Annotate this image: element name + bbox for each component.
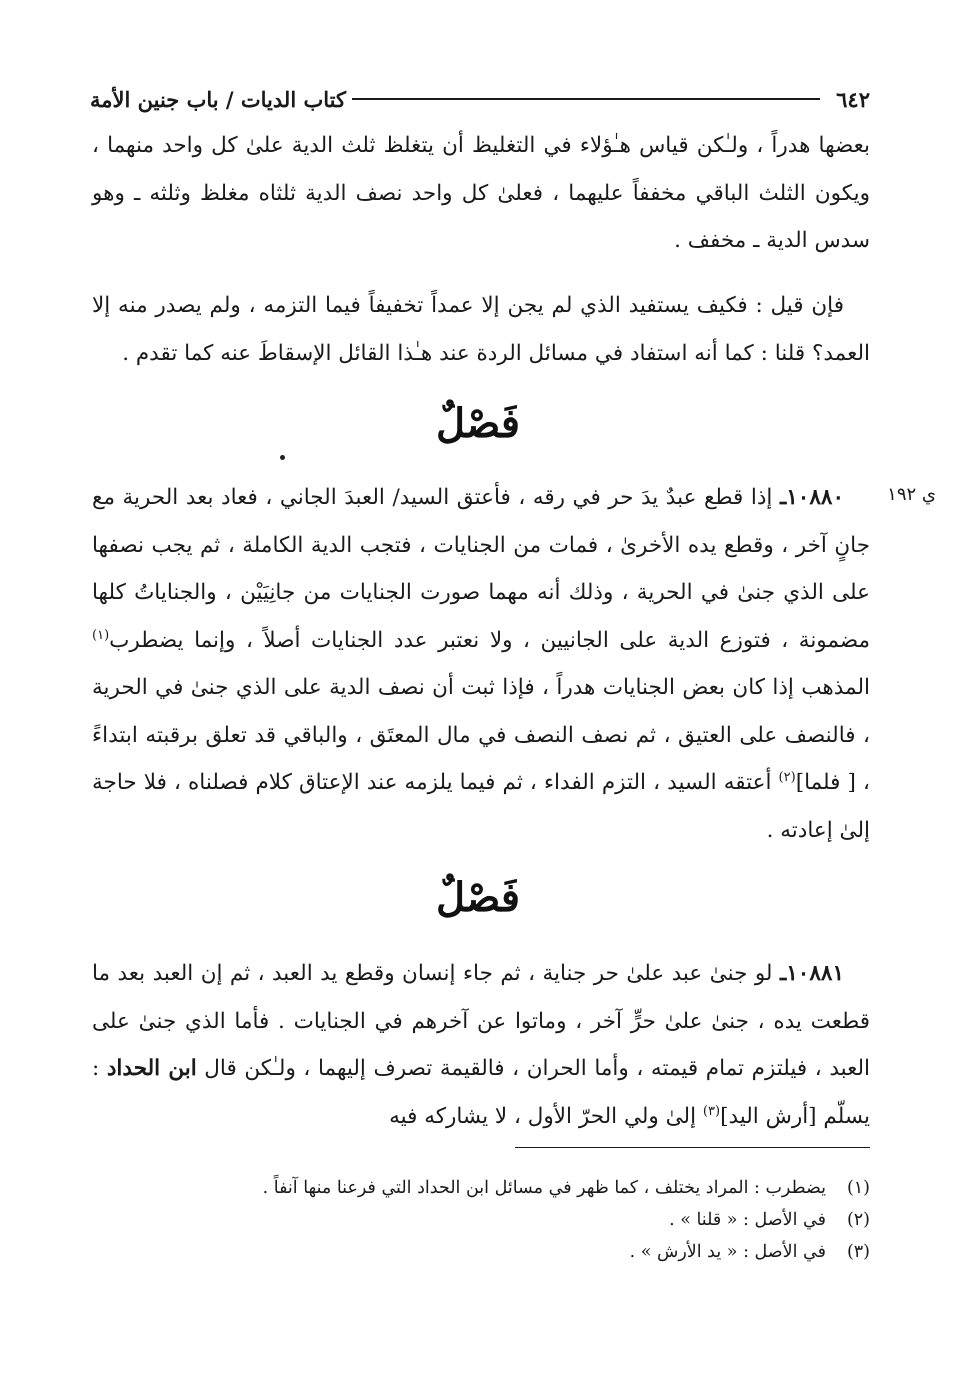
paragraph-question bbox=[92, 282, 870, 377]
issue-number: ١٠٨٨٠ـ bbox=[779, 485, 844, 510]
footnote-item bbox=[180, 1172, 870, 1204]
paragraph-text: فإن قيل : فكيف يستفيد الذي لم يجن إلا عمداً تخفيفاً فيما التزمه ، ولم يصدر منه إلا العمد؟ قلنا : كما أنه استفاد في مسائل الردة عند هـٰذا القائل الإسقاطَ عنه كما تقدم . bbox=[92, 293, 870, 366]
section-10881 bbox=[92, 950, 870, 1140]
footnote-divider bbox=[515, 1147, 870, 1148]
footnote-text: يضطرب : المراد يختلف ، كما ظهر في مسائل ابن الحداد التي فرعنا منها آنفاً . bbox=[262, 1178, 826, 1198]
section-ornament: فَصْلٌ bbox=[435, 400, 521, 447]
footnote-ref[interactable]: (٣) bbox=[702, 1103, 721, 1119]
margin-reference: ي ١٩٢ bbox=[887, 484, 936, 505]
footnote-text: في الأصل : « يد الأرش » . bbox=[629, 1242, 826, 1262]
text-segment: إلىٰ ولي الحرّ الأول ، لا يشاركه فيه bbox=[389, 1103, 703, 1129]
running-title: كتاب الديات / باب جنين الأمة bbox=[90, 86, 346, 112]
paragraph-text bbox=[92, 474, 870, 854]
footnote-item bbox=[180, 1204, 870, 1236]
footnotes bbox=[180, 1172, 870, 1268]
section-10880 bbox=[92, 474, 870, 854]
section-ornament: فَصْلٌ bbox=[435, 874, 521, 921]
page-number: ٦٤٢ bbox=[836, 86, 870, 112]
text-segment: المذهب إذا كان بعض الجنايات هدراً ، فإذا ثبت أن نصف الدية على الذي جنىٰ في الحرية ، فالنصف على العتيق ، ثم نصف النصف في مال المعتَق ، والباقي قد تعلق برقبته ابتداءً ، [ فلما] bbox=[92, 675, 870, 795]
issue-number: ١٠٨٨١ـ bbox=[779, 961, 844, 986]
footnote-ref[interactable]: (٢) bbox=[778, 769, 796, 785]
text-segment: أعتقه السيد ، التزم الفداء ، ثم فيما يلزمه عند الإعتاق كلام فصلناه ، فلا حاجة إلىٰ إعادته . bbox=[92, 770, 870, 843]
footnote-mark: (٣) bbox=[846, 1242, 870, 1262]
stray-mark bbox=[280, 455, 285, 460]
footnote-ref[interactable]: (١) bbox=[92, 627, 110, 643]
footnote-mark: (١) bbox=[846, 1178, 870, 1198]
text-segment: : يسلّم [أرش اليد] bbox=[92, 1056, 870, 1129]
paragraph-continuation bbox=[92, 122, 870, 265]
footnote-mark: (٢) bbox=[846, 1210, 870, 1230]
page-header bbox=[90, 82, 870, 116]
paragraph-text bbox=[92, 950, 870, 1140]
text-segment: لو جنىٰ عبد علىٰ حر جناية ، ثم جاء إنسان وقطع يد العبد ، ثم إن العبد بعد ما قطعت يده ، جنىٰ علىٰ حرٍّ آخر ، وماتوا عن آخرهم في الجنايات . فأما الذي جنىٰ على العبد ، فيلتزم تمام قيمته ، وأما الحران ، فالقيمة تصرف إليهما ، ولـٰكن قال bbox=[92, 961, 871, 1081]
paragraph-text: بعضها هدراً ، ولـٰكن قياس هـٰؤلاء في التغليظ أن يتغلظ ثلث الدية علىٰ كل واحد منهما ، ويكون الثلث الباقي مخففاً عليهما ، فعلىٰ كل واحد نصف الدية ثلثاه مغلظ وثلثه ـ وهو سدس الدية ـ مخفف . bbox=[92, 133, 870, 253]
text-segment: إذا قطع عبدٌ يدَ حر في رقه ، فأعتق السيد/ العبدَ الجاني ، فعاد بعد الحرية مع جانٍ آخر ، وقطع يده الأخرىٰ ، فمات من الجنايات ، فتجب الدية الكاملة ، ثم يجب نصفها على الذي جنىٰ في الحرية ، وذلك أنه مهما صورت الجنايات من جانِيَيْن ، والجناياتُ كلها مضمونة ، فتوزع الدية على الجانيين ، ولا نعتبر عدد الجنايات أصلاً ، وإنما يضطرب bbox=[92, 485, 870, 653]
header-rule bbox=[352, 98, 820, 100]
footnote-item bbox=[180, 1236, 870, 1268]
footnote-text: في الأصل : « قلنا » . bbox=[669, 1210, 826, 1230]
scholar-name: ابن الحداد bbox=[106, 1056, 197, 1081]
